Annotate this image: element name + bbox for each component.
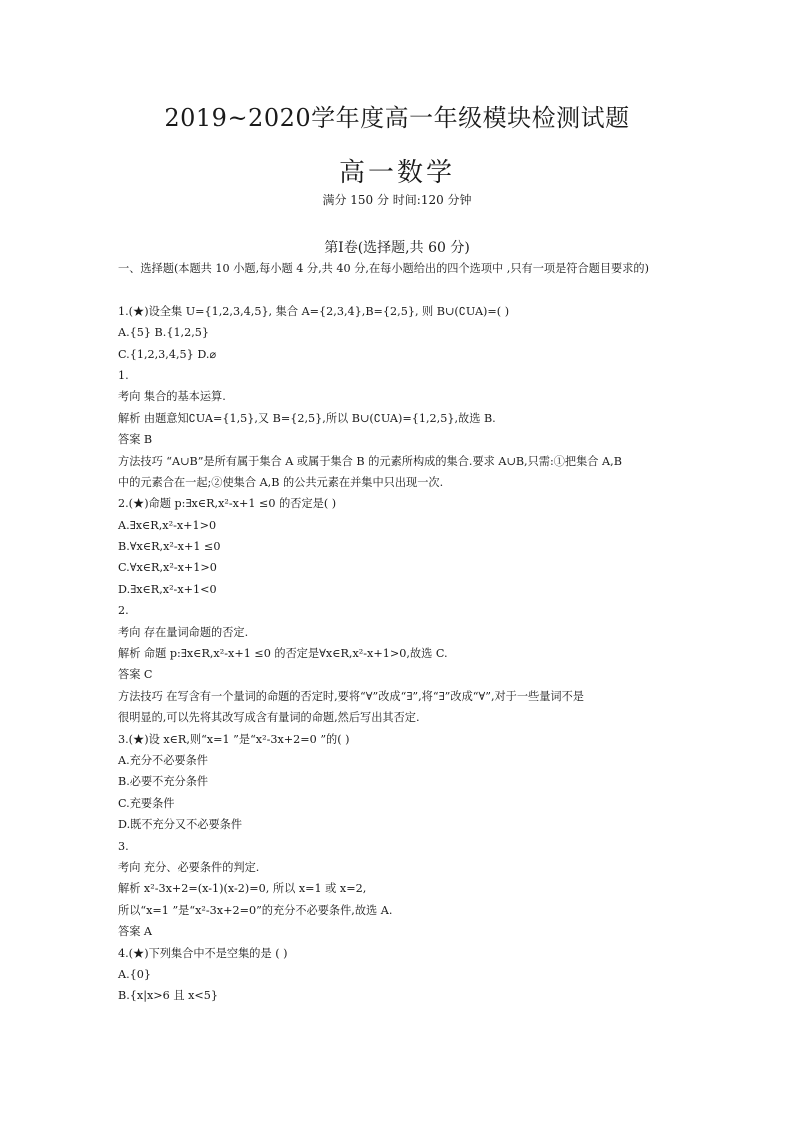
kaoxiang-topic: 考向 存在量词命题的否定. — [118, 625, 249, 639]
kaoxiang-topic: 考向 充分、必要条件的判定. — [118, 860, 260, 874]
solution-number: 2. — [118, 604, 129, 618]
question-1 — [118, 301, 680, 494]
question-2 — [118, 493, 680, 728]
option-a: A.∃x∈R,x²-x+1>0 — [118, 518, 217, 532]
jiexi-analysis: 解析 由题意知∁UA={1,5},又 B={2,5},所以 B∪(∁UA)={1,2,5},故选 B. — [118, 411, 496, 425]
question-stem: 3.(★)设 x∈R,则“x=1 ”是“x²-3x+2=0 ”的( ) — [118, 732, 350, 746]
question-stem: 1.(★)设全集 U={1,2,3,4,5}, 集合 A={2,3,4},B={2,5}, 则 B∪(∁UA)=( ) — [118, 304, 510, 318]
question-options: A.{5} B.{1,2,5} — [118, 326, 210, 340]
option-b: B.{x|x>6 且 x<5} — [118, 989, 218, 1003]
answer: 答案 B — [118, 433, 153, 447]
score-time-info: 满分 150 分 时间:120 分钟 — [322, 193, 472, 207]
option-d: D.既不充分又不必要条件 — [118, 818, 243, 832]
option-a: A.充分不必要条件 — [118, 754, 208, 767]
jiexi-analysis-continued: 所以“x=1 ”是“x²-3x+2=0”的充分不必要条件,故选 A. — [118, 903, 393, 917]
question-3 — [118, 729, 680, 943]
option-d: D.∃x∈R,x²-x+1<0 — [118, 582, 217, 596]
solution-number: 3. — [118, 839, 129, 853]
answer: 答案 A — [118, 925, 153, 939]
spacer — [118, 279, 680, 300]
jiexi-analysis: 解析 x²-3x+2=(x-1)(x-2)=0, 所以 x=1 或 x=2, — [118, 882, 367, 896]
question-4 — [118, 943, 680, 1007]
option-b: B.∀x∈R,x²-x+1 ≤0 — [118, 540, 221, 554]
option-a: A.{0} — [118, 967, 151, 981]
section-title: 第Ⅰ卷(选择题,共 60 分) — [324, 240, 470, 256]
jiexi-analysis: 解析 命题 p:∃x∈R,x²-x+1 ≤0 的否定是∀x∈R,x²-x+1>0,故选 C. — [118, 647, 448, 661]
method-tip-continued: 很明显的,可以先将其改写成含有量词的命题,然后写出其否定. — [118, 711, 420, 725]
answer: 答案 C — [118, 668, 153, 682]
exam-body — [118, 258, 680, 1007]
option-c: C.∀x∈R,x²-x+1>0 — [118, 561, 217, 575]
exam-title: 2019~2020学年度高一年级模块检测试题 — [164, 104, 630, 132]
option-c: C.充要条件 — [118, 796, 175, 810]
subject-title: 高一数学 — [338, 158, 455, 188]
question-stem: 2.(★)命题 p:∃x∈R,x²-x+1 ≤0 的否定是( ) — [118, 497, 337, 511]
solution-number: 1. — [118, 368, 129, 382]
method-tip: 方法技巧 “A∪B”是所有属于集合 A 或属于集合 B 的元素所构成的集合.要求 A∪B,只需:①把集合 A,B — [118, 454, 622, 468]
method-tip-continued: 中的元素合在一起;②使集合 A,B 的公共元素在并集中只出现一次. — [118, 475, 444, 489]
question-stem: 4.(★)下列集合中不是空集的是 ( ) — [118, 946, 288, 960]
kaoxiang-topic: 考向 集合的基本运算. — [118, 390, 226, 404]
question-options: C.{1,2,3,4,5} D.⌀ — [118, 347, 217, 361]
option-b: B.必要不充分条件 — [118, 775, 209, 789]
instructions: 一、选择题(本题共 10 小题,每小题 4 分,共 40 分,在每小题给出的四个选项中 ,只有一项是符合题目要求的) — [118, 262, 649, 275]
method-tip: 方法技巧 在写含有一个量词的命题的否定时,要将“∀”改成“∃”,将“∃”改成“∀”,对于一些量词不是 — [118, 689, 584, 703]
